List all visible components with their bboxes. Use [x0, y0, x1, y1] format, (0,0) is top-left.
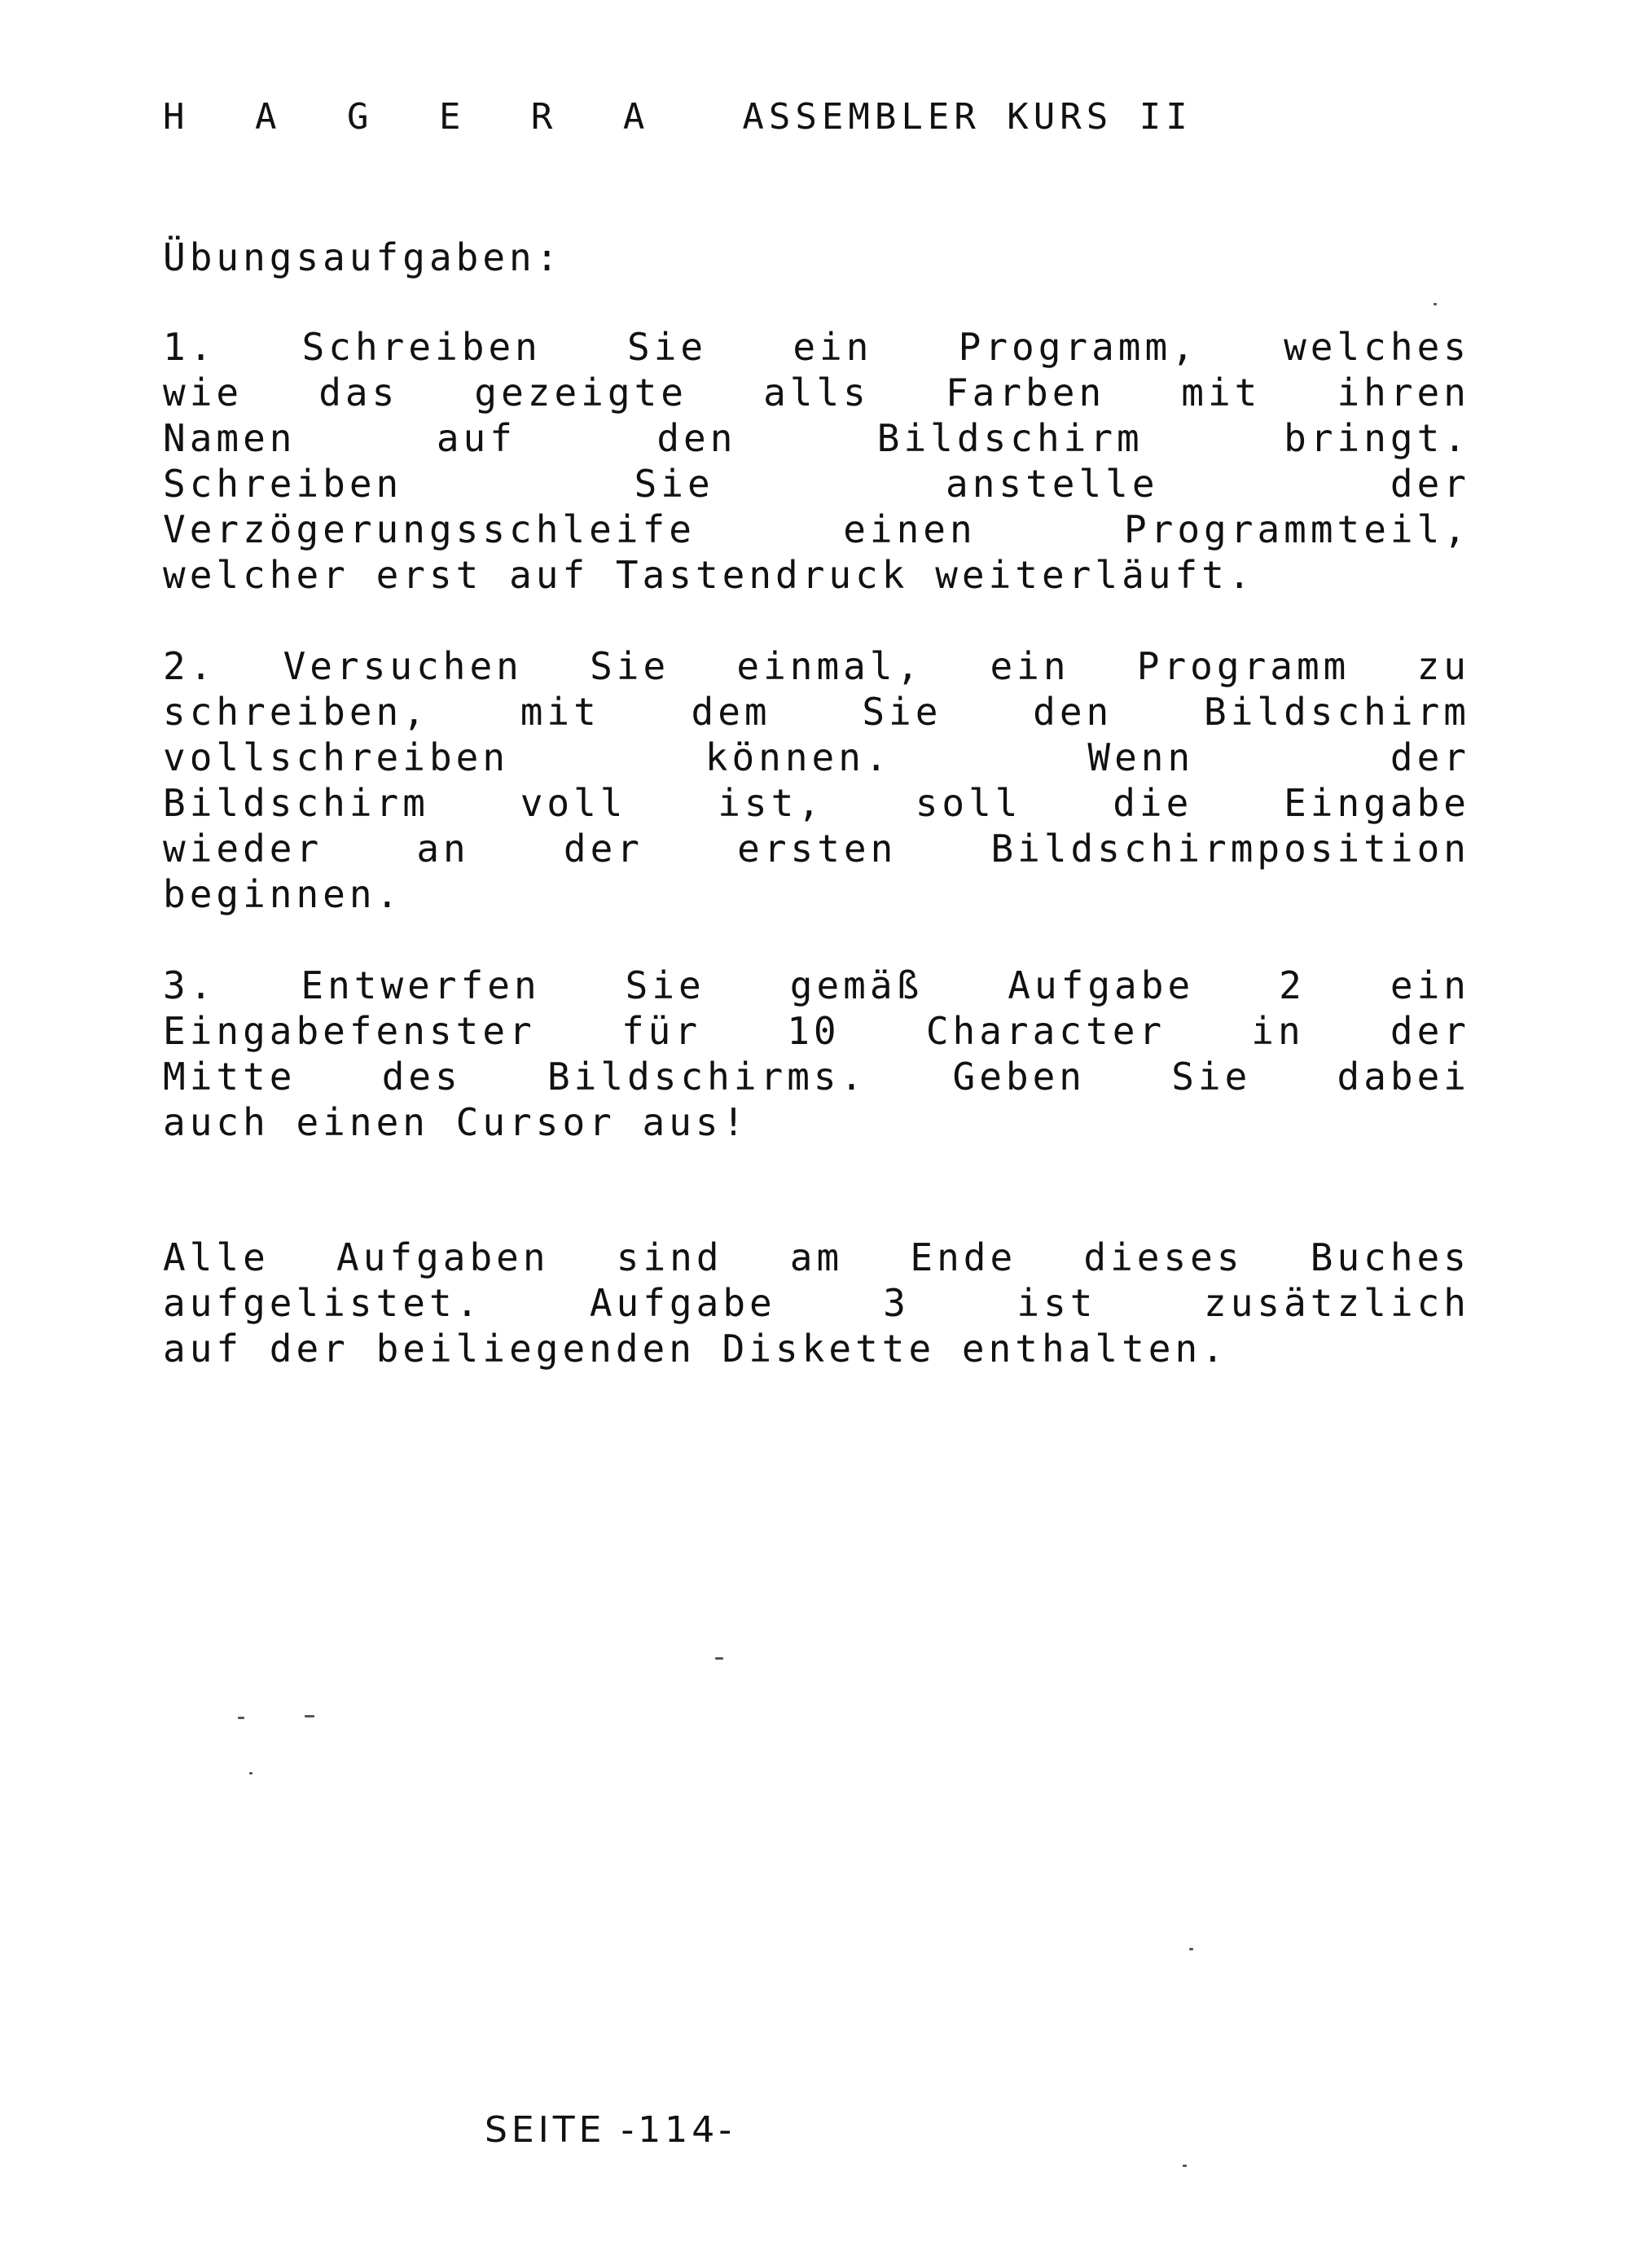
- page-header: [163, 96, 1192, 138]
- word: ihren: [1337, 371, 1470, 415]
- word: Bildschirm: [163, 781, 429, 825]
- word: auf: [509, 553, 590, 597]
- word: ein: [793, 325, 873, 369]
- text-line: [163, 1326, 1470, 1371]
- word: Sie: [862, 690, 942, 734]
- word: aufgelistet.: [163, 1281, 483, 1325]
- word: in: [1251, 1009, 1305, 1053]
- word: Sie: [634, 462, 714, 506]
- word: den: [1033, 690, 1113, 734]
- word: auf: [163, 1327, 244, 1371]
- word: einmal,: [736, 644, 924, 688]
- scan-speck: [305, 1715, 314, 1717]
- word: gemäß: [789, 963, 924, 1007]
- text-line: [163, 415, 1470, 461]
- header-course-title: ASSEMBLER KURS II: [742, 96, 1192, 138]
- word: Schreiben: [301, 325, 542, 369]
- word: Bildschirm: [1204, 690, 1470, 734]
- word: Bildschirm: [876, 416, 1144, 460]
- scan-speck: [238, 1717, 244, 1719]
- word: mit: [1181, 371, 1262, 415]
- word: aus!: [642, 1100, 749, 1144]
- word: dieses: [1083, 1235, 1244, 1279]
- word: einen: [296, 1100, 429, 1144]
- word: zusätzlich: [1204, 1281, 1470, 1325]
- word: 1.: [163, 325, 217, 369]
- word: Eingabe: [1284, 781, 1470, 825]
- word: 2.: [163, 644, 217, 688]
- word: Aufgabe: [1008, 963, 1195, 1007]
- word: Wenn: [1087, 735, 1195, 779]
- word: können.: [705, 735, 892, 779]
- word: die: [1113, 781, 1193, 825]
- word: der: [1390, 1009, 1470, 1053]
- word: Schreiben: [163, 462, 403, 506]
- text-line: [163, 1054, 1470, 1099]
- word: der: [269, 1327, 349, 1371]
- word: 3.: [163, 963, 217, 1007]
- scan-speck: [1189, 1948, 1193, 1950]
- word: Geben: [952, 1055, 1087, 1099]
- word: ersten: [737, 827, 898, 871]
- word: Entwerfen: [301, 963, 541, 1007]
- word: ein: [990, 644, 1070, 688]
- word: Farben: [945, 371, 1106, 415]
- word: Diskette: [722, 1327, 936, 1371]
- task-2: [163, 643, 1470, 917]
- text-line: [163, 963, 1470, 1008]
- text-line: [163, 507, 1470, 552]
- word: zu: [1416, 644, 1470, 688]
- word: vollschreiben: [163, 735, 510, 779]
- task-1: [163, 324, 1470, 598]
- word: wieder: [163, 827, 323, 871]
- word: Sie: [1171, 1055, 1252, 1099]
- text-line: [163, 552, 1470, 598]
- word: Verzögerungsschleife: [163, 507, 696, 551]
- word: Tastendruck: [615, 553, 909, 597]
- word: auch: [163, 1100, 270, 1144]
- scan-speck: [715, 1657, 723, 1660]
- word: Programm,: [958, 325, 1198, 369]
- word: 10: [787, 1009, 841, 1053]
- closing-note: [163, 1235, 1470, 1371]
- word: anstelle: [946, 462, 1159, 506]
- scan-speck: [249, 1772, 252, 1774]
- word: Sie: [625, 963, 705, 1007]
- text-line: [163, 461, 1470, 507]
- word: Alle: [163, 1235, 270, 1279]
- text-line: [163, 826, 1470, 871]
- word: ist,: [718, 781, 824, 825]
- word: erst: [375, 553, 483, 597]
- word: Mitte: [163, 1055, 296, 1099]
- text-line: [163, 689, 1470, 735]
- word: Sie: [590, 644, 670, 688]
- text-line: [163, 780, 1470, 826]
- text-line: [163, 1280, 1470, 1326]
- word: der: [563, 827, 643, 871]
- word: wie: [163, 371, 244, 415]
- word: der: [1390, 462, 1470, 506]
- word: 2: [1279, 963, 1306, 1007]
- word: dem: [691, 690, 771, 734]
- word: schreiben,: [163, 690, 429, 734]
- word: das: [318, 371, 399, 415]
- task-3: [163, 963, 1470, 1145]
- word: 3: [883, 1281, 910, 1325]
- word: ist: [1016, 1281, 1097, 1325]
- word: Bildschirms.: [547, 1055, 867, 1099]
- text-line: [163, 1099, 1470, 1145]
- section-title: [163, 235, 1470, 280]
- word: Aufgaben: [336, 1235, 550, 1279]
- text-line: [163, 324, 1470, 370]
- scan-speck: [1434, 303, 1437, 305]
- word: des: [381, 1055, 462, 1099]
- word: den: [656, 416, 737, 460]
- text-line: [163, 370, 1470, 415]
- scan-speck: [1183, 2165, 1187, 2167]
- word: Programm: [1136, 644, 1350, 688]
- text-line: [163, 1008, 1470, 1054]
- word: mit: [520, 690, 600, 734]
- section-title-text: Übungsaufgaben:: [163, 235, 563, 279]
- text-line: [163, 871, 1470, 917]
- word: soll: [915, 781, 1022, 825]
- word: Namen: [163, 416, 296, 460]
- word: Ende: [910, 1235, 1017, 1279]
- word: Cursor: [455, 1100, 616, 1144]
- word: Versuchen: [283, 644, 523, 688]
- page-number: SEITE -114-: [485, 2109, 736, 2151]
- word: dabei: [1337, 1055, 1470, 1099]
- word: alls: [763, 371, 870, 415]
- word: der: [1390, 735, 1470, 779]
- word: gezeigte: [474, 371, 687, 415]
- word: auf: [436, 416, 516, 460]
- word: Sie: [627, 325, 708, 369]
- word: am: [789, 1235, 844, 1279]
- text-line: [163, 643, 1470, 689]
- word: einen: [843, 507, 977, 551]
- word: Aufgabe: [589, 1281, 776, 1325]
- text-line: [163, 1235, 1470, 1280]
- word: welcher: [163, 553, 349, 597]
- word: sind: [616, 1235, 723, 1279]
- word: weiterläuft.: [935, 553, 1255, 597]
- word: voll: [520, 781, 627, 825]
- word: Programmteil,: [1123, 507, 1470, 551]
- word: Buches: [1310, 1235, 1470, 1279]
- word: Eingabefenster: [163, 1009, 536, 1053]
- word: beginnen.: [163, 872, 403, 916]
- word: beiliegenden: [375, 1327, 696, 1371]
- header-brand: H A G E R A: [163, 96, 670, 138]
- word: Bildschirmposition: [990, 827, 1470, 871]
- word: ein: [1390, 963, 1470, 1007]
- text-line: [163, 735, 1470, 780]
- word: bringt.: [1284, 416, 1470, 460]
- word: Character: [925, 1009, 1166, 1053]
- word: für: [621, 1009, 702, 1053]
- word: enthalten.: [961, 1327, 1228, 1371]
- word: an: [416, 827, 470, 871]
- word: welches: [1284, 325, 1470, 369]
